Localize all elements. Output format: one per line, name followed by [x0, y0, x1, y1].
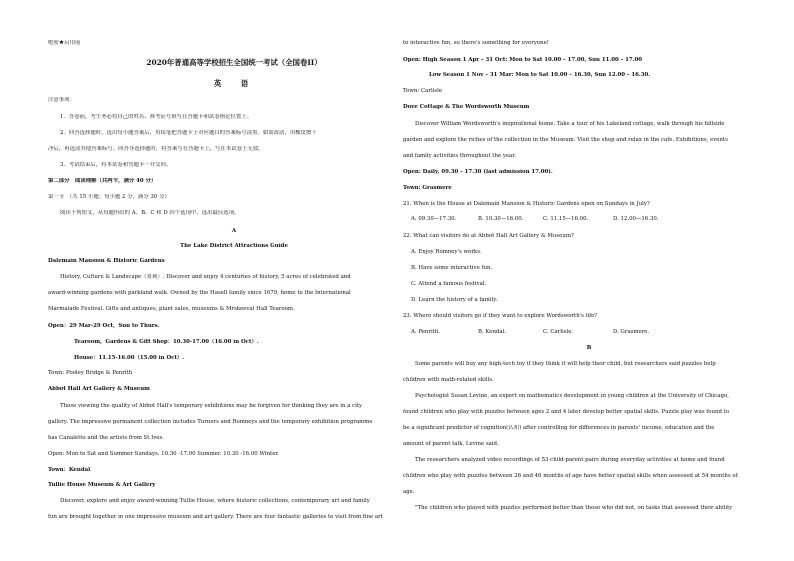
attraction-body: Discover William Wordsworth's inspirational home. Take a tour of his Lakeland cottage, walk through his hillside: [415, 121, 725, 127]
opening-hours: Tearoom，Gardens & Gift Shop：10.30-17.00（16.00 in Oct）.: [74, 339, 259, 345]
passage-b-line: Psychologist Susan Levine, an expert on mathematics development in young children at the University of Chicago,: [415, 393, 729, 399]
passage-b-line: amount of parent talk, Levine said.: [403, 441, 499, 447]
passage-b-line: found children who play with puzzles between ages 2 and 4 later develop better spatial skills. Puzzle play was found to: [403, 409, 730, 415]
passage-b-line: be a significant predictor of cognition(认知) after controlling for differences in parents' income, education and the: [403, 425, 715, 431]
answer-option: B. 10.30—16.00.: [478, 216, 524, 222]
notes-item: 净后，再选涂其他答案标号。回答非选择题时，将答案写在答题卡上，写在本试卷上无效。: [48, 146, 264, 152]
attraction-body: fun are brought together in one impressive museum and art gallery. There are four fantastic galleries to visit from fine art: [48, 514, 383, 520]
question-stem: 22. What can visitors do at Abbot Hall Art Gallery & Museum?: [403, 233, 574, 239]
notes-item: 3．考试结束后，将本试卷和答题卡一并交回。: [60, 162, 172, 168]
opening-hours: Open: Daily, 09.30 – 17.30 (last admission 17.00).: [403, 169, 553, 175]
answer-option: A. 09.30—17.30.: [411, 216, 457, 222]
answer-option: D. 12.00—16.30.: [613, 216, 659, 222]
attraction-name: Tullie House Museum & Art Gallery: [48, 482, 156, 488]
answer-option: B. Have some interactive fun.: [411, 265, 493, 271]
answer-option: C. Attend a famous festival.: [411, 281, 487, 287]
attraction-name: Dalemain Mansion & Historic Gardens: [48, 258, 165, 264]
exam-title: 2020年普通高等学校招生全国统一考试（全国卷II）: [146, 58, 322, 67]
attraction-town: Town：Kendal: [48, 467, 91, 473]
instruction-text: 阅读下列短文，从每题所给的 A、B、C 和 D 四个选项中，选出最佳选项。: [60, 210, 240, 216]
answer-option: D. Grasmere.: [613, 329, 650, 335]
attraction-body: to interactive fun, so there's something for everyone!: [403, 40, 549, 46]
attraction-body: and family activities throughout the year.: [403, 153, 516, 159]
opening-hours: Low Season 1 Nov – 31 Mar: Mon to Sat 10.00 – 16.30, Sun 12.00 – 16.30.: [429, 72, 651, 78]
attraction-body: History, Culture & Landscape（景观）. Discover and enjoy 4 centuries of history, 5 acres of celebrated and: [60, 274, 351, 280]
notes-item: 2．回答选择题时，选出每小题答案后，用铅笔把答题卡上对应题目的答案标号涂黑。如需改动，用橡皮擦干: [60, 130, 317, 136]
answer-option: C. Carlisle.: [543, 329, 574, 335]
opening-hours: House：11.15-16.00（15.00 in Oct）.: [74, 355, 185, 361]
attraction-name: Abbot Hall Art Gallery & Museum: [48, 386, 150, 392]
section1-heading: 第一节 （共 15 小题；每小题 2 分，满分 30 分）: [48, 194, 170, 200]
passage-b-letter: B: [586, 345, 592, 351]
passage-a-letter: A: [231, 228, 237, 234]
answer-option: D. Learn the history of a family.: [411, 297, 498, 303]
opening-hours: Open：29 Mar-29 Oct，Sun to Thurs.: [48, 323, 160, 329]
attraction-body: has Canaletto and the artists from St Ives.: [48, 435, 164, 441]
attraction-body: gallery. The impressive permanent collection includes Turners and Romneys and the temporary exhibition programme: [48, 419, 373, 425]
passage-b-line: children with math-related skills.: [403, 377, 494, 383]
question-stem: 23. Where should visitors go if they want to explore Wordsworth's life?: [403, 313, 598, 319]
notes-heading: 注意事项：: [48, 97, 75, 103]
subject-title: 英 语: [213, 79, 255, 88]
attraction-body: garden and explore the riches of the collection in the Museum. Visit the shop and relax in the cafe. Exhibitions, events: [403, 137, 728, 143]
answer-option: C. 11.15—16.00.: [543, 216, 589, 222]
question-stem: 21. When is the House at Dalemain Mansion & Historic Gardens open on Sundays in July?: [403, 201, 650, 207]
passage-b-line: The researchers analyzed video recordings of 53 child-parent pairs during everyday activities at home and found: [415, 457, 725, 463]
passage-b-line: children who play with puzzles between 26 and 46 months of age have better spatial skills when assessed at 54 months of: [403, 473, 738, 479]
notes-item: 1．答卷前，考生务必将自己的姓名、准考证号填写在答题卡和试卷指定位置上。: [60, 114, 253, 120]
attraction-body: Those viewing the quality of Abbot Hall's temporary exhibitions may be forgiven for thinking they are in a city: [60, 403, 363, 409]
passage-a-title: The Lake District Attractions Guide: [180, 243, 288, 249]
opening-hours: Open: High Season 1 Apr – 31 Oct: Mon to Sat 10.00 – 17.00, Sun 11.00 – 17.00: [403, 57, 643, 63]
confidential-mark: 绝密★启用前: [48, 40, 81, 46]
part2-heading: 第二部分 阅读理解（共两节，满分 40 分）: [48, 178, 157, 184]
attraction-town: Town: Pooley Bridge & Penrith: [48, 370, 133, 376]
passage-b-line: Some parents will buy any high-tech toy if they think it will help their child, but researchers said puzzles help: [415, 361, 716, 367]
answer-option: A. Penrith.: [411, 329, 441, 335]
attraction-body: award-winning gardens with parkland walk. Owned by the Hasell family since 1679, home to the International: [48, 290, 351, 296]
attraction-town: Town: Carlisle: [403, 88, 443, 94]
attraction-body: Discover, explore and enjoy award-winning Tullie House, where historic collections, contemporary art and family: [60, 498, 370, 504]
passage-b-line: age.: [403, 489, 415, 495]
attraction-town: Town: Grasmere: [403, 185, 452, 191]
answer-option: A. Enjoy Romney's works.: [411, 249, 482, 255]
passage-b-line: "The children who played with puzzles performed better than those who did not, on tasks that assessed their ability: [415, 505, 733, 511]
opening-hours: Open: Mon to Sat and Summer Sundays. 10.30 -17.00 Summer. 10.30 -16.00 Winter.: [48, 451, 280, 457]
attraction-name: Dove Cottage & The Wordsworth Museum: [403, 104, 530, 110]
attraction-body: Marmalade Festival. Gifts and antiques, plant sales, museums & Mrskeeval Hall Tearoom.: [48, 306, 295, 312]
answer-option: B. Kendal.: [478, 329, 507, 335]
